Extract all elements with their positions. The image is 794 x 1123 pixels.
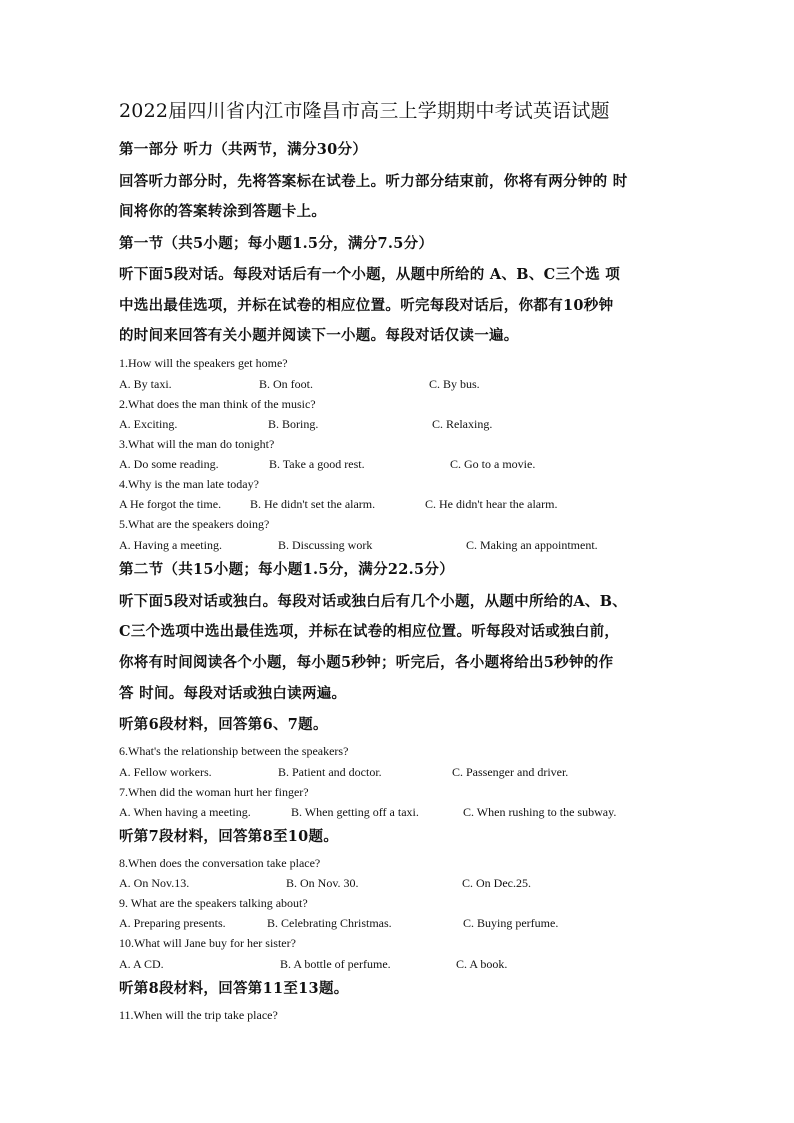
section2-heading: 第二节（共15小题；每小题1.5分，满分22.5分） [119, 561, 455, 578]
option-a: A. Fellow workers. [119, 765, 212, 779]
option-b: B. A bottle of perfume. [280, 957, 391, 971]
option-c: C. Go to a movie. [450, 457, 536, 471]
question-6: 6.What's the relationship between the speakers? [119, 744, 349, 758]
section2-instruction-line: C三个选项中选出最佳选项，并标在试卷的相应位置。听每段对话或独白前， [119, 623, 620, 640]
section1-instruction-line: 听下面5段对话。每段对话后有一个小题，从题中所给的 A、B、C三个选 项 [119, 266, 621, 283]
option-a: A. When having a meeting. [119, 805, 251, 819]
section1-instruction-line: 的时间来回答有关小题并阅读下一小题。每段对话仅读一遍。 [119, 327, 519, 344]
option-c: C. He didn't hear the alarm. [425, 497, 558, 511]
question-1: 1.How will the speakers get home? [119, 356, 288, 370]
option-a: A He forgot the time. [119, 497, 222, 511]
section2-instruction-line: 你将有时间阅读各个小题，每小题5秒钟；听完后，各小题将给出5秒钟的作 [119, 654, 614, 671]
option-a: A. On Nov.13. [119, 876, 190, 890]
question-8: 8.When does the conversation take place? [119, 856, 321, 870]
option-b: B. Boring. [268, 417, 319, 431]
option-b: B. He didn't set the alarm. [250, 497, 376, 511]
part1-instruction-line: 间将你的答案转涂到答题卡上。 [119, 203, 327, 220]
section2-instruction-line: 答 时间。每段对话或独白读两遍。 [119, 685, 347, 702]
option-b: B. On foot. [259, 377, 313, 391]
section2-instruction-line: 听下面5段对话或独白。每段对话或独白后有几个小题，从题中所给的A、B、 [119, 593, 628, 610]
question-7: 7.When did the woman hurt her finger? [119, 785, 309, 799]
option-b: B. When getting off a taxi. [291, 805, 419, 819]
option-c: C. When rushing to the subway. [463, 805, 617, 819]
option-a: A. Exciting. [119, 417, 178, 431]
question-5: 5.What are the speakers doing? [119, 517, 270, 531]
option-a: A. Preparing presents. [119, 916, 226, 930]
option-c: C. By bus. [429, 377, 480, 391]
option-c: C. Buying perfume. [463, 916, 559, 930]
option-b: B. Take a good rest. [269, 457, 365, 471]
option-a: A. Do some reading. [119, 457, 219, 471]
question-9: 9. What are the speakers talking about? [119, 896, 308, 910]
option-b: B. Discussing work [278, 538, 373, 552]
material-6-heading: 听第6段材料，回答第6、7题。 [119, 716, 328, 733]
option-c: C. A book. [456, 957, 508, 971]
option-c: C. On Dec.25. [462, 876, 531, 890]
page-title: 2022届四川省内江市隆昌市高三上学期期中考试英语试题 [119, 100, 610, 122]
part1-instruction-line: 回答听力部分时，先将答案标在试卷上。听力部分结束前，你将有两分钟的 时 [119, 173, 628, 190]
option-c: C. Relaxing. [432, 417, 493, 431]
option-b: B. Celebrating Christmas. [267, 916, 392, 930]
question-4: 4.Why is the man late today? [119, 477, 259, 491]
material-7-heading: 听第7段材料，回答第8至10题。 [119, 828, 339, 845]
option-b: B. On Nov. 30. [286, 876, 359, 890]
option-c: C. Passenger and driver. [452, 765, 569, 779]
question-10: 10.What will Jane buy for her sister? [119, 936, 296, 950]
question-2: 2.What does the man think of the music? [119, 397, 316, 411]
question-3: 3.What will the man do tonight? [119, 437, 275, 451]
section1-instruction-line: 中选出最佳选项，并标在试卷的相应位置。听完每段对话后，你都有10秒钟 [119, 297, 614, 314]
question-11: 11.When will the trip take place? [119, 1008, 278, 1022]
material-8-heading: 听第8段材料，回答第11至13题。 [119, 980, 349, 997]
option-a: A. By taxi. [119, 377, 172, 391]
option-a: A. A CD. [119, 957, 164, 971]
part1-heading: 第一部分 听力（共两节，满分30分） [119, 141, 368, 158]
option-a: A. Having a meeting. [119, 538, 222, 552]
option-b: B. Patient and doctor. [278, 765, 382, 779]
section1-heading: 第一节（共5小题；每小题1.5分，满分7.5分） [119, 235, 434, 252]
option-c: C. Making an appointment. [466, 538, 598, 552]
